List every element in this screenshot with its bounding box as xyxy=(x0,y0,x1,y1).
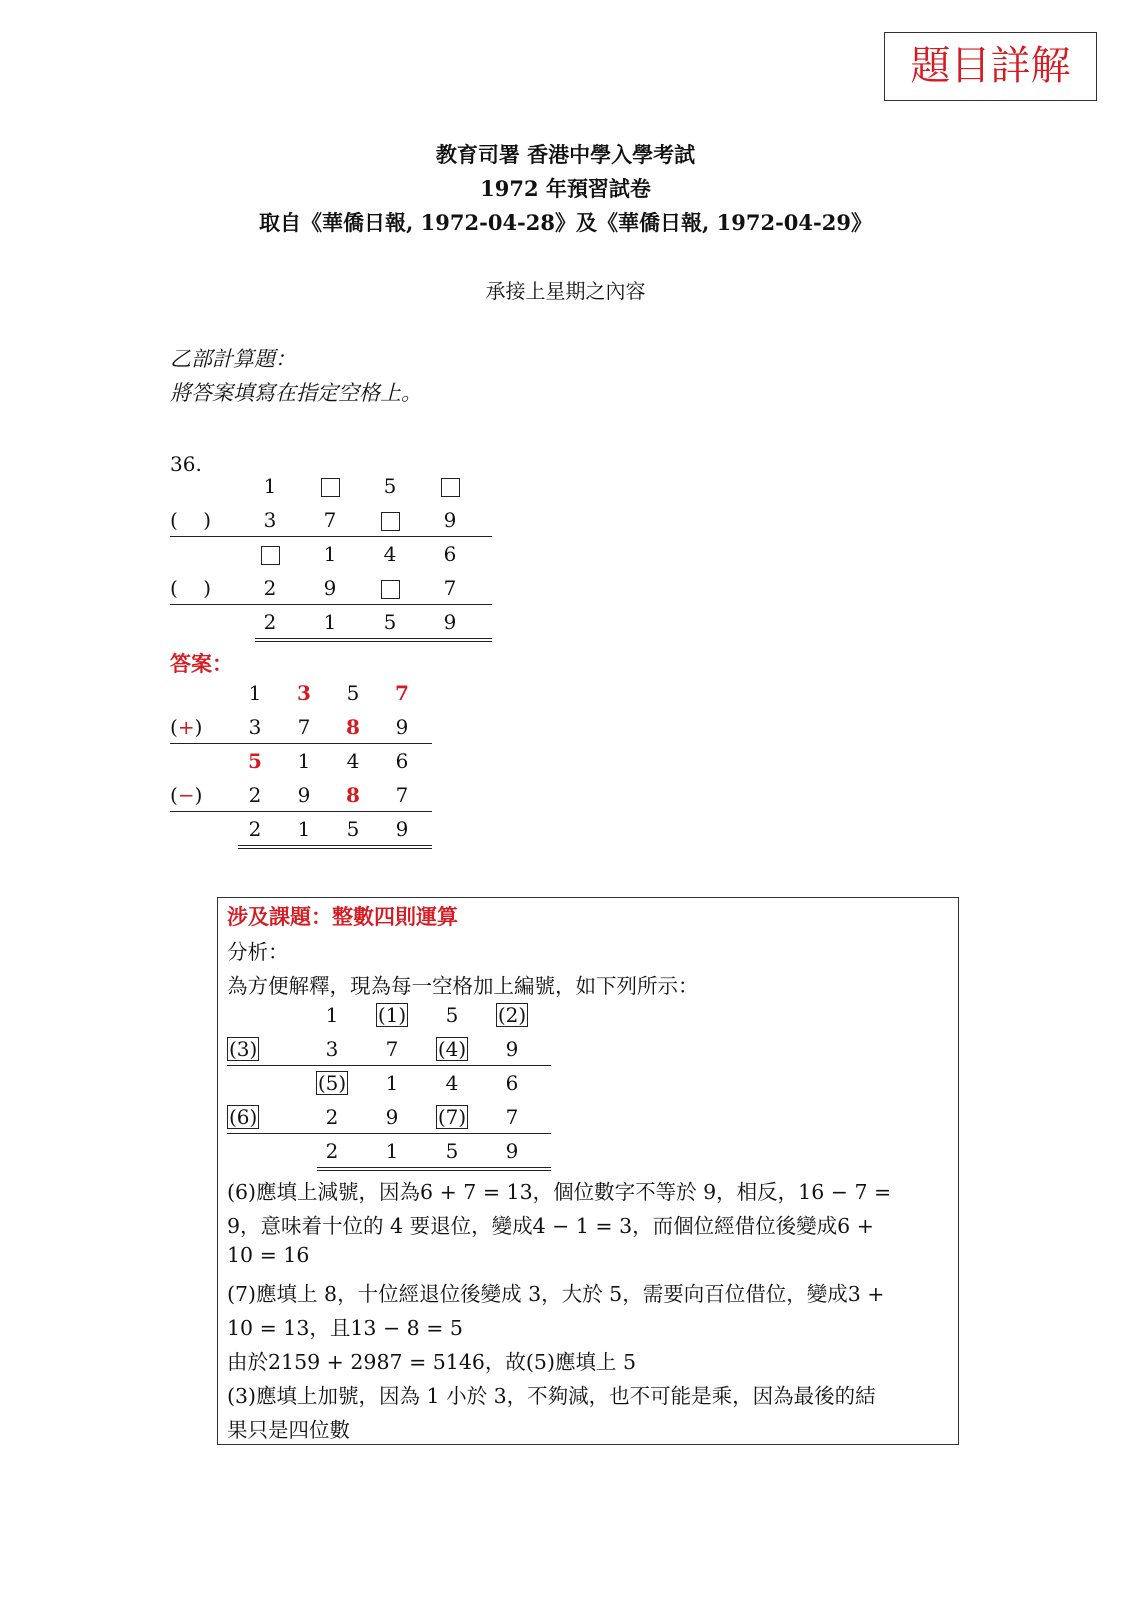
analysis-intro: 為方便解釋，現為每一空格加上編號，如下列所示： xyxy=(227,974,699,998)
a-digit: 6 xyxy=(395,749,409,773)
exam-year: 1972 年預習試卷 xyxy=(480,176,651,201)
g-digit: 7 xyxy=(505,1105,519,1129)
g-digit: 5 xyxy=(445,1139,459,1163)
q-digit: 3 xyxy=(263,508,277,532)
q-digit: 9 xyxy=(443,610,457,634)
q-operator-blank: ( ) xyxy=(170,576,212,600)
analysis-topic: 涉及課題：整數四則運算 xyxy=(227,904,458,929)
a-filled-digit: 8 xyxy=(346,715,360,739)
g-sum-line xyxy=(227,1065,551,1066)
a-filled-digit: 5 xyxy=(248,749,262,773)
g-difference-line xyxy=(227,1133,551,1134)
analysis-line: 10 = 16 xyxy=(227,1243,310,1267)
analysis-line: 10 = 13，且13 − 8 = 5 xyxy=(227,1316,463,1340)
analysis-heading: 分析： xyxy=(227,940,289,964)
q-digit: 7 xyxy=(323,508,337,532)
continue-note: 承接上星期之內容 xyxy=(485,279,646,303)
q-digit: 2 xyxy=(263,610,277,634)
q-sum-line xyxy=(170,536,492,537)
q-digit: 7 xyxy=(443,576,457,600)
g-digit: 1 xyxy=(385,1071,399,1095)
g-digit: 2 xyxy=(325,1105,339,1129)
g-result-double-line xyxy=(317,1167,551,1171)
a-digit: 5 xyxy=(346,817,360,841)
q-digit: 5 xyxy=(383,610,397,634)
g-digit: 2 xyxy=(325,1139,339,1163)
a-digit: 9 xyxy=(395,715,409,739)
section-instruction: 將答案填寫在指定空格上。 xyxy=(170,381,422,405)
a-minus-sign: − xyxy=(177,783,195,807)
a-digit: 7 xyxy=(395,783,409,807)
exam-source: 取自《華僑日報, 1972-04-28》及《華僑日報, 1972-04-29》 xyxy=(259,210,872,235)
section-title: 乙部計算題： xyxy=(170,347,296,371)
q-digit: 1 xyxy=(263,474,277,498)
a-filled-digit: 3 xyxy=(297,681,311,705)
q-blank-box xyxy=(430,474,470,498)
g-digit: 5 xyxy=(445,1003,459,1027)
g-numbered-box xyxy=(227,1105,277,1129)
analysis-grid xyxy=(227,1003,567,1183)
question-grid xyxy=(170,474,500,654)
g-numbered-box xyxy=(432,1105,472,1129)
g-box-label: (5) xyxy=(317,1071,347,1095)
analysis-line: 果只是四位數 xyxy=(227,1418,350,1442)
g-digit: 9 xyxy=(385,1105,399,1129)
analysis-line: 由於2159 + 2987 = 5146，故(5)應填上 5 xyxy=(227,1350,637,1374)
g-box-label: (4) xyxy=(437,1037,467,1061)
a-digit: 2 xyxy=(248,817,262,841)
g-box-label: (3) xyxy=(229,1037,258,1061)
answer-label: 答案： xyxy=(170,651,233,676)
g-numbered-box xyxy=(372,1003,412,1027)
a-digit: 7 xyxy=(297,715,311,739)
detailed-solution-badge: 題目詳解 xyxy=(884,32,1097,101)
q-difference-line xyxy=(170,604,492,605)
q-digit: 4 xyxy=(383,542,397,566)
g-digit: 3 xyxy=(325,1037,339,1061)
q-operator-blank: ( ) xyxy=(170,508,212,532)
q-result-double-line xyxy=(255,638,492,642)
answer-grid xyxy=(170,681,440,861)
g-numbered-box xyxy=(432,1037,472,1061)
exam-title: 教育司署 香港中學入學考試 xyxy=(435,142,696,167)
a-digit: 2 xyxy=(248,783,262,807)
analysis-line: (7)應填上 8，十位經退位後變成 3，大於 5，需要向百位借位，變成3 + xyxy=(227,1282,885,1306)
q-blank-box xyxy=(370,508,410,532)
g-numbered-box xyxy=(312,1071,352,1095)
q-blank-box xyxy=(310,474,350,498)
g-numbered-box xyxy=(227,1037,277,1061)
g-box-label: (7) xyxy=(437,1105,467,1129)
a-digit: 1 xyxy=(297,749,311,773)
g-digit: 9 xyxy=(505,1037,519,1061)
a-filled-digit: 8 xyxy=(346,783,360,807)
a-plus-sign: + xyxy=(177,715,195,739)
q-digit: 5 xyxy=(383,474,397,498)
a-digit: 5 xyxy=(346,681,360,705)
q-blank-box xyxy=(370,576,410,600)
g-digit: 1 xyxy=(385,1139,399,1163)
question-number: 36. xyxy=(170,452,202,476)
a-digit: 9 xyxy=(297,783,311,807)
g-digit: 9 xyxy=(505,1139,519,1163)
g-digit: 7 xyxy=(385,1037,399,1061)
analysis-line: (3)應填上加號，因為 1 小於 3，不夠減，也不可能是乘，因為最後的結 xyxy=(227,1384,876,1408)
g-digit: 4 xyxy=(445,1071,459,1095)
g-box-label: (1) xyxy=(377,1003,407,1027)
a-operator: (−) xyxy=(170,783,203,807)
g-digit: 6 xyxy=(505,1071,519,1095)
a-difference-line xyxy=(170,811,432,812)
g-numbered-box xyxy=(492,1003,532,1027)
a-result-double-line xyxy=(238,845,432,849)
a-operator: (+) xyxy=(170,715,203,739)
g-box-label: (2) xyxy=(497,1003,527,1027)
q-digit: 2 xyxy=(263,576,277,600)
a-filled-digit: 7 xyxy=(395,681,409,705)
q-digit: 9 xyxy=(443,508,457,532)
q-digit: 1 xyxy=(323,542,337,566)
a-digit: 4 xyxy=(346,749,360,773)
a-sum-line xyxy=(170,743,432,744)
g-box-label: (6) xyxy=(229,1105,258,1129)
a-digit: 1 xyxy=(248,681,262,705)
a-digit: 9 xyxy=(395,817,409,841)
a-digit: 1 xyxy=(297,817,311,841)
analysis-line: 9，意味着十位的 4 要退位，變成4 − 1 = 3，而個位經借位後變成6 + xyxy=(227,1214,874,1238)
q-digit: 9 xyxy=(323,576,337,600)
a-digit: 3 xyxy=(248,715,262,739)
q-digit: 1 xyxy=(323,610,337,634)
q-digit: 6 xyxy=(443,542,457,566)
q-blank-box xyxy=(250,542,290,566)
g-digit: 1 xyxy=(325,1003,339,1027)
analysis-line: (6)應填上減號，因為6 + 7 = 13，個位數字不等於 9，相反，16 − 7 = xyxy=(227,1180,892,1204)
